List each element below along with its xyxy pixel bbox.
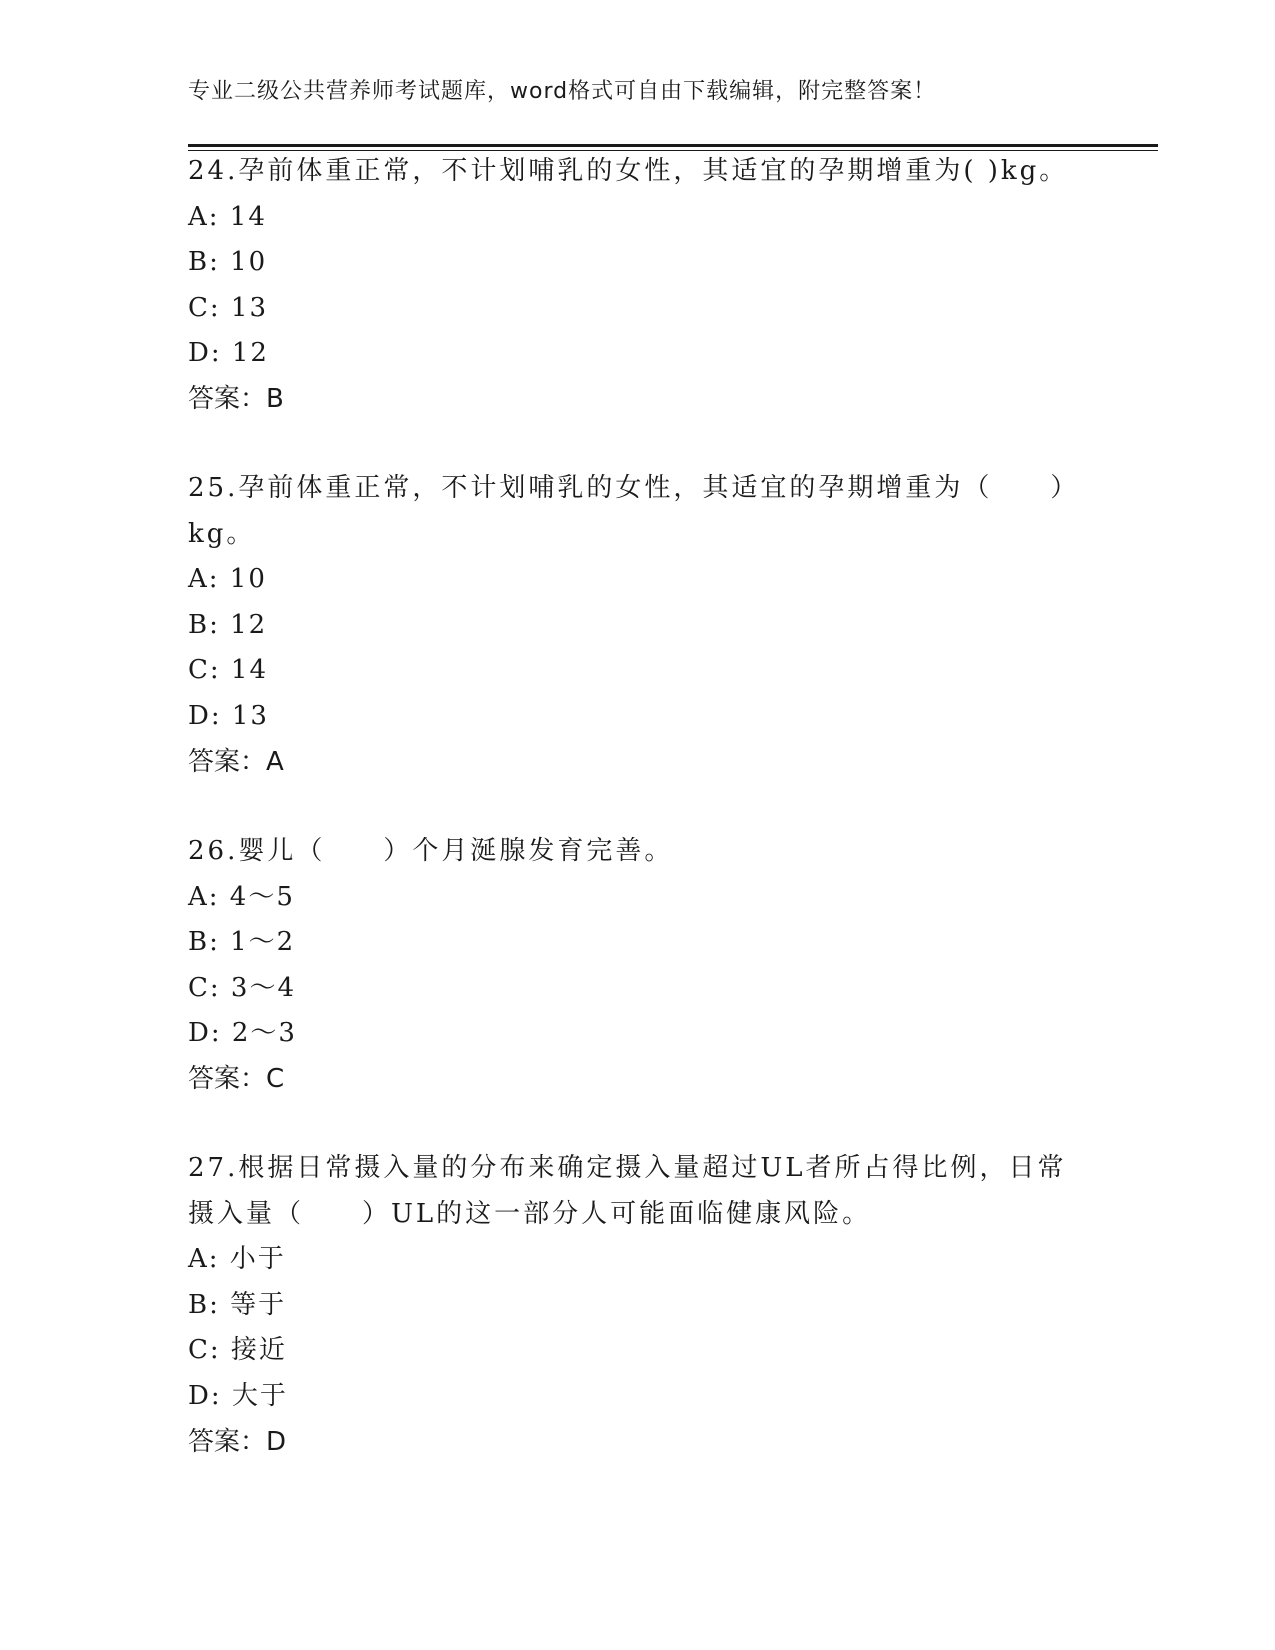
question-stem xyxy=(188,829,1068,875)
option-d: D: 13 xyxy=(188,700,269,731)
option-a: A: 小于 xyxy=(188,1244,286,1275)
option-c: C: 14 xyxy=(188,655,269,686)
option-a: A: 10 xyxy=(188,564,267,595)
question-26 xyxy=(188,829,1068,1103)
stem-line: 摄入量（ ）UL的这一部分人可能面临健康风险。 xyxy=(188,1198,872,1229)
option-a: A: 4～5 xyxy=(188,881,295,912)
header-rule-thick xyxy=(188,144,1158,147)
stem-line: 26.婴儿（ ）个月涎腺发育完善。 xyxy=(188,836,674,866)
question-27 xyxy=(188,1146,1068,1465)
question-stem xyxy=(188,149,1068,195)
option-a: A: 14 xyxy=(188,201,267,232)
option-b: B: 12 xyxy=(188,609,268,640)
question-24 xyxy=(188,149,1068,423)
answer-line: 答案：C xyxy=(188,1063,285,1094)
page-header: 专业二级公共营养师考试题库，word格式可自由下载编辑，附完整答案！ xyxy=(188,79,937,104)
answer-line: 答案：A xyxy=(188,746,284,777)
answer-line: 答案：B xyxy=(188,383,284,414)
stem-line: kg。 xyxy=(188,518,256,549)
option-c: C: 3～4 xyxy=(188,972,297,1003)
option-d: D: 大于 xyxy=(188,1380,288,1411)
option-d: D: 12 xyxy=(188,338,269,369)
option-c: C: 接近 xyxy=(188,1335,287,1366)
stem-line: 24.孕前体重正常，不计划哺乳的女性，其适宜的孕期增重为( )kg。 xyxy=(188,156,1069,186)
option-b: B: 等于 xyxy=(188,1289,287,1320)
answer-line: 答案：D xyxy=(188,1426,287,1457)
question-stem xyxy=(188,466,1080,557)
question-stem xyxy=(188,1146,1068,1237)
stem-line: 25.孕前体重正常，不计划哺乳的女性，其适宜的孕期增重为（ ） xyxy=(188,473,1080,503)
option-b: B: 1～2 xyxy=(188,927,296,958)
question-25 xyxy=(188,466,1080,785)
stem-line: 27.根据日常摄入量的分布来确定摄入量超过UL者所占得比例，日常 xyxy=(188,1153,1067,1183)
option-c: C: 13 xyxy=(188,292,269,323)
option-b: B: 10 xyxy=(188,247,268,278)
option-d: D: 2～3 xyxy=(188,1018,297,1049)
